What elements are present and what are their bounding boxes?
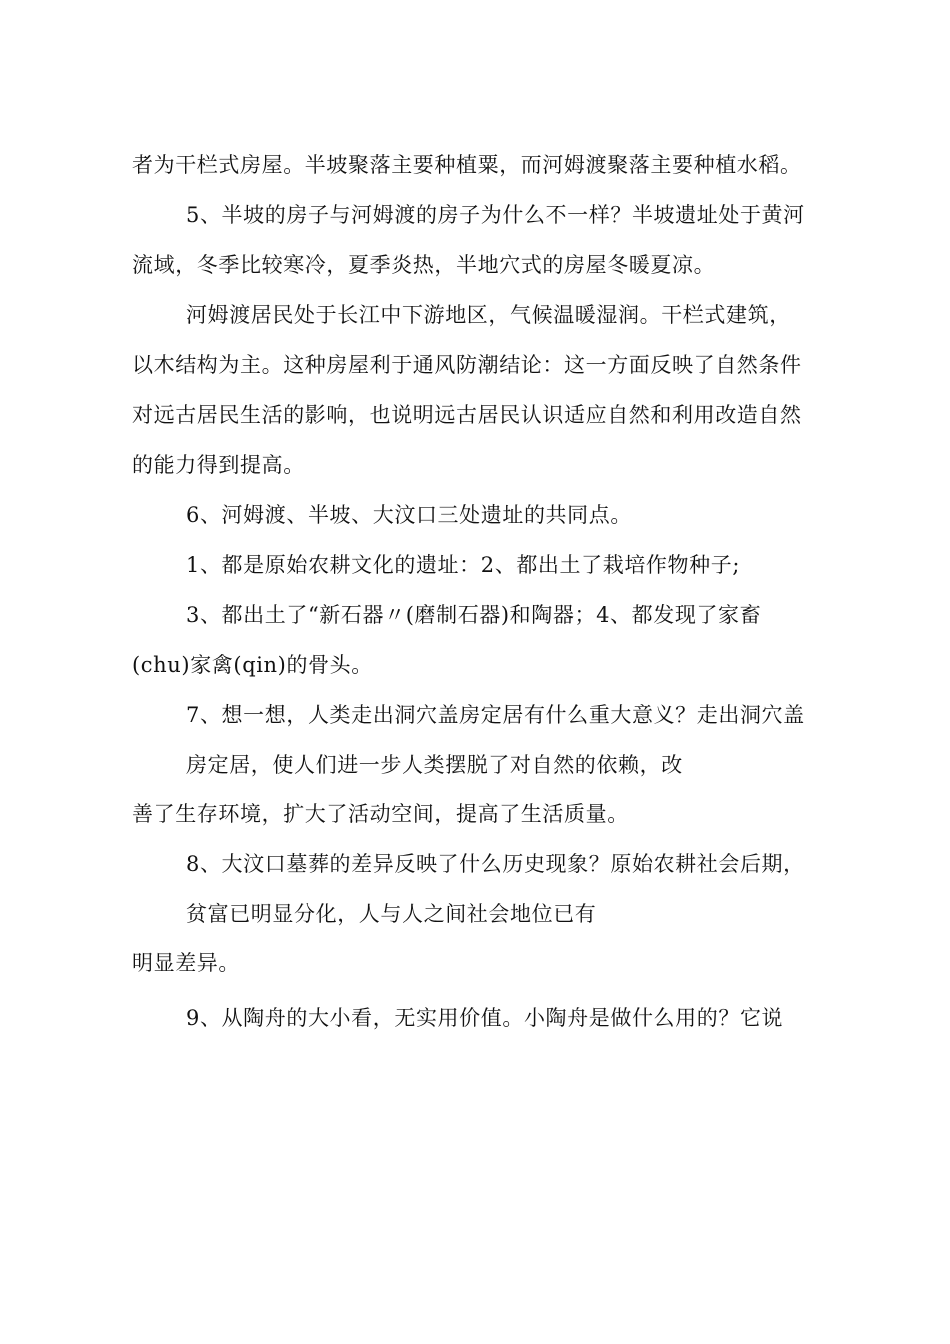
text-line-17: 明显差异。 <box>132 951 240 975</box>
text-line-5: 以木结构为主。这种房屋利于通风防潮结论：这一方面反映了自然条件 <box>132 353 802 377</box>
text-line-14: 善了生存环境，扩大了活动空间，提高了生活质量。 <box>132 802 629 826</box>
text-line-6: 对远古居民生活的影响，也说明远古居民认识适应自然和利用改造自然 <box>132 403 802 427</box>
text-line-12: 7、想一想，人类走出洞穴盖房定居有什么重大意义？走出洞穴盖 <box>186 703 805 727</box>
text-line-11: (chu)家禽(qin)的骨头。 <box>132 653 373 677</box>
text-line-10: 3、都出土了“新石器〃(磨制石器)和陶器；4、都发现了家畜 <box>186 603 762 627</box>
text-line-9: 1、都是原始农耕文化的遗址：2、都出土了栽培作物种子; <box>186 553 740 577</box>
text-line-4: 河姆渡居民处于长江中下游地区，气候温暖湿润。干栏式建筑， <box>186 303 791 327</box>
text-line-7: 的能力得到提高。 <box>132 453 305 477</box>
text-line-15: 8、大汶口墓葬的差异反映了什么历史现象？原始农耕社会后期， <box>186 852 805 876</box>
text-line-2: 5、半坡的房子与河姆渡的房子为什么不一样？半坡遗址处于黄河 <box>186 203 805 227</box>
text-line-18: 9、从陶舟的大小看，无实用价值。小陶舟是做什么用的？它说 <box>186 1006 784 1030</box>
text-line-1: 者为干栏式房屋。半坡聚落主要种植粟，而河姆渡聚落主要种植水稻。 <box>132 153 802 177</box>
text-line-8: 6、河姆渡、半坡、大汶口三处遗址的共同点。 <box>186 503 632 527</box>
text-line-16: 贫富已明显分化，人与人之间社会地位已有 <box>186 902 597 926</box>
text-line-13: 房定居，使人们进一步人类摆脱了对自然的依赖，改 <box>186 753 683 777</box>
text-line-3: 流域，冬季比较寒冷，夏季炎热，半地穴式的房屋冬暖夏凉。 <box>132 253 716 277</box>
